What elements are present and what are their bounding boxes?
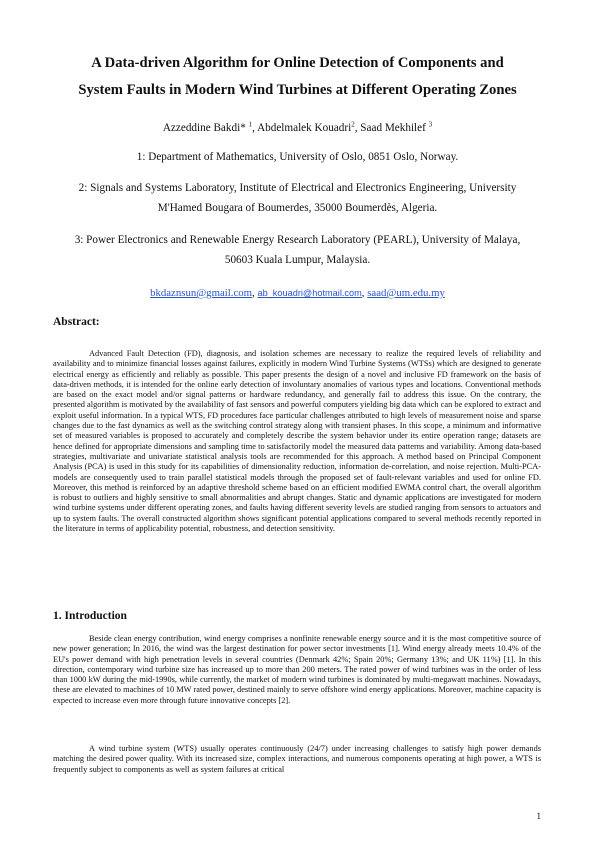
- abstract-paragraph: Advanced Fault Detection (FD), diagnosis, and isolation schemes are necessary to realize the required levels of reliability and availability and to minimize financial losses against failures, explicitly in modern Wind Turbine Systems (WTSs) which are designed to generate electrical energy as efficiently and reliably as possible. This paper presents the design of a novel and inclusive FD framework on the basis of data-driven methods, it is intended for the online early detection of involuntary anomalies of various types and locations. Conventional methods are based on the exact model and/or signal patterns or hardware redundancy, and generally fail to address this issue. On the contrary, the presented algorithm is motivated by the availability of fast sensors and powerful computers yielding big data which can be explored to extract and exploit useful information. In a typical WTS, FD procedures face particular challenges attributed to high levels of measurement noise and sparse changes due to the fast dynamics as well as the switching control strategy along with transient phases. In this scope, a minimum and informative set of measured variables is proposed to accurately and completely describe the system behavior under its entire operation range; datasets are hence defined for appropriate dimensions and sampling time to satisfactorily model the measured data patterns and variability. Among data-based strategies, multivariate and univariate statistical analysis tools are recommended for this approach. A method based on Principal Component Analysis (PCA) is used in this study for its capabilities of dimensionality reduction, information de-correlation, and noise rejection. Multi-PCA-models are consequently used to train parallel statistical models through the proposed set of fault-relevant variables and used for online FD. Moreover, this method is reinforced by an adaptive threshold scheme based on an efficient modified EWMA control chart, the overall algorithm is robust to outliers and highly sensitive to small abnormalities and abrupt changes. Static and dynamic applications are investigated for modern wind turbine systems under different operating zones, and faults having different severity levels are studied ranging from sensors to actuators and up to system faults. The overall constructed algorithm shows significant potential applications compared to several methods recently reported in the literature in terms of applicability potential, robustness, and detection sensitivity.: [53, 349, 541, 534]
- email-link-kouadri[interactable]: ab_kouadri@hotmail.com: [257, 288, 362, 298]
- email-separator: ,: [252, 287, 258, 299]
- introduction-paragraph-2-block: [53, 744, 541, 775]
- paper-title-line-2: System Faults in Modern Wind Turbines at Different Operating Zones: [78, 82, 517, 98]
- author-2-affil: 2: [351, 120, 355, 129]
- author-1: Azzeddine Bakdi*: [162, 122, 249, 134]
- affiliation-1: 1: Department of Mathematics, University of Oslo, 0851 Oslo, Norway.: [136, 151, 459, 163]
- email-link-bakdi[interactable]: bkdaznsun@gmail.com: [150, 287, 253, 299]
- paper-title-line-1: A Data-driven Algorithm for Online Detection of Components and: [91, 55, 504, 71]
- introduction-paragraph-1: Beside clean energy contribution, wind energy comprises a nonfinite renewable energy source and it is the most competitive source of new power generation; In 2016, the wind was the largest destination for power sector investments [1]. Wind energy already meets 10.4% of the EU's power demand with high penetration levels in several countries (Denmark 42%; Spain 20%; Germany 13%; and UK 11%) [1]. In this direction, contemporary wind turbine size has increased up to more than 200 meters. The rated power of wind turbines was in the order of less than 1000 kW during the mid-1990s, while currently, the market of modern wind turbines is dominated by multi-megawatt machines. Nowadays, these are elevated to machines of 10 MW rated power, destined mainly to serve offshore wind energy applications. Moreover, machine capacity is expected to increase even more through future innovative concepts [2].: [53, 634, 541, 705]
- author-2: , Abdelmalek Kouadri: [252, 122, 352, 134]
- affiliation-2-line-2: M'Hamed Bougara of Boumerdes, 35000 Boumerdès, Algeria.: [157, 202, 438, 214]
- affiliation-3-line-1: 3: Power Electronics and Renewable Energy Research Laboratory (PEARL), University of Malaya,: [74, 234, 521, 246]
- affiliation-2-line-1: 2: Signals and Systems Laboratory, Institute of Electrical and Electronics Engineering, University: [78, 182, 517, 194]
- introduction-paragraph-1-block: [53, 634, 541, 706]
- author-3-affil: 3: [428, 120, 433, 129]
- email-list: [40, 287, 555, 299]
- abstract-body: [53, 349, 541, 534]
- page-number: 1: [536, 811, 541, 821]
- author-1-affil: 1: [248, 120, 253, 129]
- affiliation-3-line-2: 50603 Kuala Lumpur, Malaysia.: [224, 254, 371, 266]
- author-3: , Saad Mekhilef: [354, 122, 429, 134]
- introduction-heading: 1. Introduction: [53, 610, 127, 622]
- email-link-mekhilef[interactable]: saad@um.edu.my: [367, 287, 445, 299]
- email-separator: ,: [361, 287, 368, 299]
- introduction-paragraph-2: A wind turbine system (WTS) usually operates continuously (24/7) under increasing challenges to satisfy high power demands matching the desired power quality. With its increased size, complex interactions, and numerous components operating at high power, a WTS is frequently subject to components as well as system failures at critical: [53, 744, 541, 774]
- abstract-heading: Abstract:: [53, 316, 100, 328]
- author-list: [40, 122, 555, 134]
